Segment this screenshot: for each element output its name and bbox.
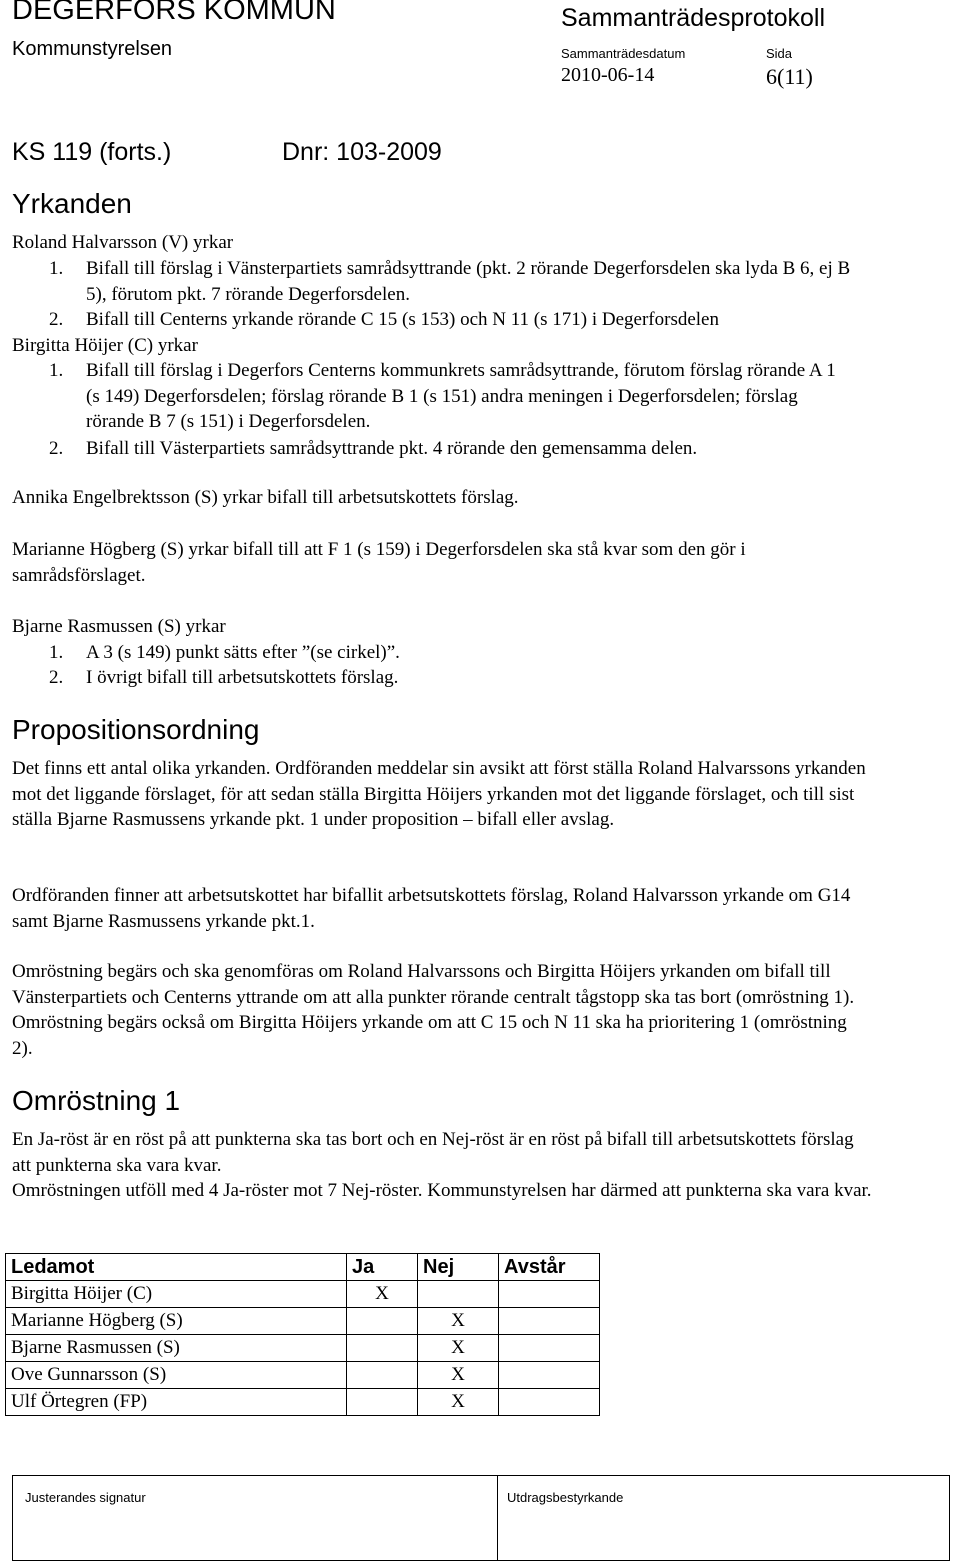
- list-item: [12, 436, 852, 462]
- column-header-avstar: Avstår: [499, 1254, 600, 1281]
- meeting-date-label: Sammanträdesdatum: [561, 46, 686, 61]
- list-number: 2.: [49, 667, 64, 688]
- vote-ja: [347, 1335, 418, 1362]
- protocol-type: Sammanträdesprotokoll: [561, 4, 826, 32]
- list-number: 2.: [49, 309, 64, 330]
- member-name: Ove Gunnarsson (S): [6, 1362, 347, 1389]
- case-title: KS 119 (forts.): [12, 138, 172, 166]
- vote-avstar: [499, 1362, 600, 1389]
- meeting-date: 2010-06-14: [561, 64, 655, 86]
- signature-footer: [12, 1475, 950, 1561]
- page-label: Sida: [766, 46, 793, 61]
- section-heading-yrkanden: Yrkanden: [12, 188, 132, 219]
- signature-label: Justerandes signatur: [25, 1490, 146, 1505]
- list-number: 1.: [49, 258, 64, 279]
- column-header-nej: Nej: [418, 1254, 499, 1281]
- member-name: Ulf Örtegren (FP): [6, 1389, 347, 1416]
- paragraph: Ordföranden finner att arbetsutskottet har bifallit arbetsutskottets förslag, Roland Halvarsson yrkande om G14 samt Bjarne Rasmussens yrkande pkt.1.: [12, 885, 851, 932]
- vote-avstar: [499, 1281, 600, 1308]
- list-text: Bifall till Centerns yrkande rörande C 15 (s 153) och N 11 (s 171) i Degerforsdelen: [86, 309, 719, 330]
- paragraph: Det finns ett antal olika yrkanden. Ordföranden meddelar sin avsikt att först ställa Roland Halvarssons yrkanden mot det liggande förslaget, för att sedan ställa Birgitta Höijers yrkanden mot det liggande förslaget, och till sist ställa Bjarne Rasmussens yrkande pkt. 1 under proposition – bifall eller avslag.: [12, 758, 866, 830]
- vote-ja: [347, 1389, 418, 1416]
- paragraph: En Ja-röst är en röst på att punkterna ska tas bort och en Nej-röst är en röst på bifall till arbetsutskottets förslag att punkterna ska vara kvar.: [12, 1129, 854, 1176]
- vote-avstar: [499, 1389, 600, 1416]
- list-item: [12, 256, 852, 307]
- table-row: [6, 1308, 600, 1335]
- table-row: [6, 1389, 600, 1416]
- list-text: A 3 (s 149) punkt sätts efter ”(se cirkel)”.: [86, 642, 400, 663]
- list-text: Bifall till förslag i Degerfors Centerns kommunkrets samrådsyttrande, förutom förslag rörande A 1 (s 149) Degerforsdelen; förslag rörande B 1 (s 151) andra meningen i Degerforsdelen; förslag rörande B 7 (s 151) i Degerforsdelen.: [86, 360, 836, 432]
- vote-ja: [347, 1362, 418, 1389]
- vote-nej: X: [418, 1335, 499, 1362]
- list-text: I övrigt bifall till arbetsutskottets förslag.: [86, 667, 399, 688]
- vote-nej: X: [418, 1389, 499, 1416]
- case-dnr: Dnr: 103-2009: [282, 138, 442, 166]
- table-header-row: [6, 1254, 600, 1281]
- marianne-yrkande: Marianne Högberg (S) yrkar bifall till att F 1 (s 159) i Degerforsdelen ska stå kvar som den gör i samrådsförslaget.: [12, 539, 746, 586]
- member-name: Birgitta Höijer (C): [6, 1281, 347, 1308]
- birgitta-intro: Birgitta Höijer (C) yrkar: [12, 335, 198, 356]
- table-row: [6, 1335, 600, 1362]
- bjarne-intro: Bjarne Rasmussen (S) yrkar: [12, 616, 226, 637]
- vote-nej: X: [418, 1362, 499, 1389]
- list-number: 1.: [49, 360, 64, 381]
- extract-certification-label: Utdragsbestyrkande: [507, 1490, 624, 1505]
- table-row: [6, 1281, 600, 1308]
- member-name: Marianne Högberg (S): [6, 1308, 347, 1335]
- organization-name: DEGERFORS KOMMUN: [12, 0, 336, 26]
- list-item: [12, 640, 852, 666]
- vote-table: [5, 1253, 600, 1416]
- list-number: 1.: [49, 642, 64, 663]
- list-number: 2.: [49, 438, 64, 459]
- list-item: [12, 358, 852, 435]
- vote-nej: [418, 1281, 499, 1308]
- section-heading-propositionsordning: Propositionsordning: [12, 714, 260, 745]
- paragraph: Omröstningen utföll med 4 Ja-röster mot 7 Nej-röster. Kommunstyrelsen har därmed att punkterna ska vara kvar.: [12, 1180, 872, 1201]
- paragraph: Omröstning begärs och ska genomföras om Roland Halvarssons och Birgitta Höijers yrkanden om bifall till Vänsterpartiets och Centerns yttrande om att alla punkter rörande centralt tågstopp ska tas bort (omröstning 1). Omröstning begärs också om Birgitta Höijers yrkande om att C 15 och N 11 ska ha prioritering 1 (omröstning 2).: [12, 961, 855, 1059]
- footer-divider: [497, 1476, 498, 1560]
- list-text: Bifall till Västerpartiets samrådsyttrande pkt. 4 rörande den gemensamma delen.: [86, 438, 698, 459]
- list-item: [12, 665, 852, 691]
- committee-name: Kommunstyrelsen: [12, 38, 173, 60]
- list-text: Bifall till förslag i Vänsterpartiets samrådsyttrande (pkt. 2 rörande Degerforsdelen ska lyda B 6, ej B 5), förutom pkt. 7 rörande Degerforsdelen.: [86, 258, 851, 305]
- roland-intro: Roland Halvarsson (V) yrkar: [12, 232, 234, 253]
- page-number: 6(11): [766, 64, 813, 89]
- section-heading-omrostning-1: Omröstning 1: [12, 1085, 181, 1116]
- vote-nej: X: [418, 1308, 499, 1335]
- table-row: [6, 1362, 600, 1389]
- vote-avstar: [499, 1335, 600, 1362]
- list-item: [12, 307, 852, 333]
- column-header-ledamot: Ledamot: [6, 1254, 347, 1281]
- vote-ja: X: [347, 1281, 418, 1308]
- member-name: Bjarne Rasmussen (S): [6, 1335, 347, 1362]
- vote-ja: [347, 1308, 418, 1335]
- vote-avstar: [499, 1308, 600, 1335]
- annika-yrkande: Annika Engelbrektsson (S) yrkar bifall till arbetsutskottets förslag.: [12, 487, 519, 508]
- column-header-ja: Ja: [347, 1254, 418, 1281]
